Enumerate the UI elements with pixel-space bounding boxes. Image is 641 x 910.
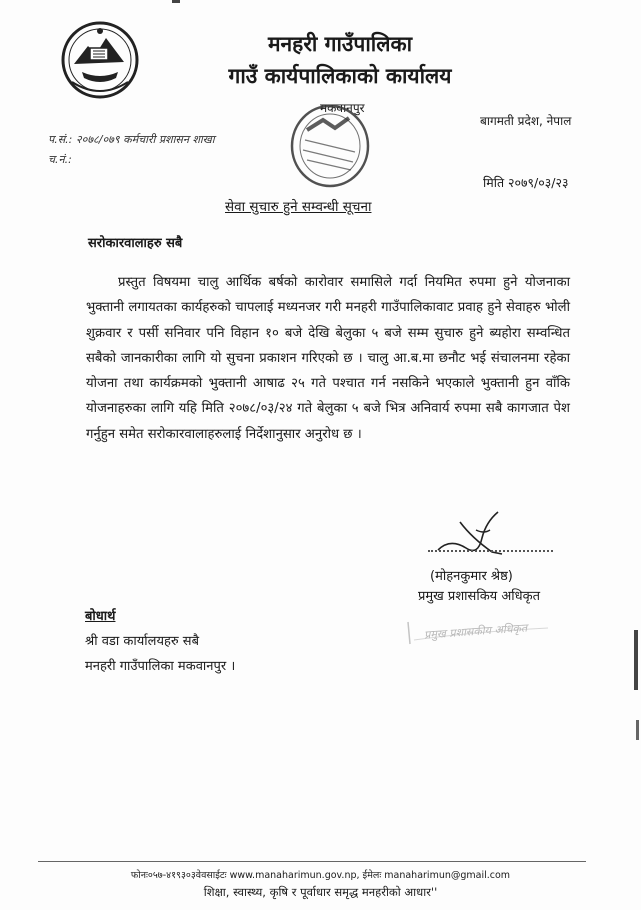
org-name: मनहरी गाउँपालिका <box>267 32 413 56</box>
footer-motto: शिक्षा, स्वास्थ्य, कृषि र पूर्वाधार समृद्ध मनहरीको आधार'' <box>203 885 438 899</box>
salutation: सरोकारवालाहरु सबै <box>88 236 183 251</box>
letter-date: मिति २०७९/०३/२३ <box>483 175 569 190</box>
signer-name: (मोहनकुमार श्रेष्ठ) <box>430 569 513 584</box>
footer-contact: फोनः०५७-४१९३०३वेवसाईटः www.manaharimun.gov.np, ईमेलः manaharimun@gmail.com <box>130 870 511 881</box>
scan-mark <box>634 630 638 690</box>
province-label: बागमती प्रदेश, नेपाल <box>480 114 572 128</box>
nepal-emblem-icon <box>60 20 140 100</box>
signature-line <box>428 550 553 552</box>
chalani-number: च.नं.: <box>48 153 72 166</box>
cc-recipient: मनहरी गाउँपालिका मकवानपुर । <box>85 659 236 674</box>
designation-stamp-text: प्रमुख प्रशासकीय अधिकृत <box>423 621 528 642</box>
notice-body: प्रस्तुत विषयमा चालु आर्थिक बर्षको कारोवार समासिले गर्दा नियमित रुपमा हुने योजनाका भुक्तानी लगायतका कार्यहरुको चापलाई मध्यनजर गरी मनहरी गाउँपालिकावाट प्रवाह हुने सेवाहरु भोली शुक्रवार र पर्सी सनिवार पनि विहान १० बजे देखि बेलुका ५ बजे सम्म सुचारु हुने ब्यहोरा सम्वन्धित सबैको जानकारीका लागि यो सुचना प्रकाशन गरिएको छ । चालु आ.ब.मा छनौट भई संचालनमा रहेका योजना तथा कार्यक्रमको भुक्तानी आषाढ २५ गते पश्चात गर्न नसकिने भएकाले भुक्तानी हुन वाँकि योजनाहरुका लागि यहि मिति २०७८/०३/२४ गते बेलुका ५ बजे भित्र अनिवार्य रुपमा सबै कागजात पेश गर्नुहुन समेत सरोकारवालाहरुलाई निर्देशानुसार अनुरोध छ । <box>86 275 570 442</box>
office-stamp-icon <box>285 100 375 192</box>
office-name: गाउँ कार्यपालिकाको कार्यालय <box>228 64 452 88</box>
scan-mark <box>636 720 639 740</box>
footer-divider <box>38 861 586 862</box>
notice-subject: सेवा सुचारु हुने सम्वन्धी सूचना <box>225 199 372 215</box>
scan-mark <box>172 0 180 3</box>
reference-number: प.सं.: २०७८/०७९ कर्मचारी प्रशासन शाखा <box>48 133 215 146</box>
cc-heading: बोधार्थ <box>85 609 116 624</box>
signer-title: प्रमुख प्रशासकिय अधिकृत <box>418 589 541 604</box>
cc-recipient: श्री वडा कार्यालयहरु सबै <box>85 634 200 649</box>
district-label: मकवानपुर <box>320 101 365 115</box>
